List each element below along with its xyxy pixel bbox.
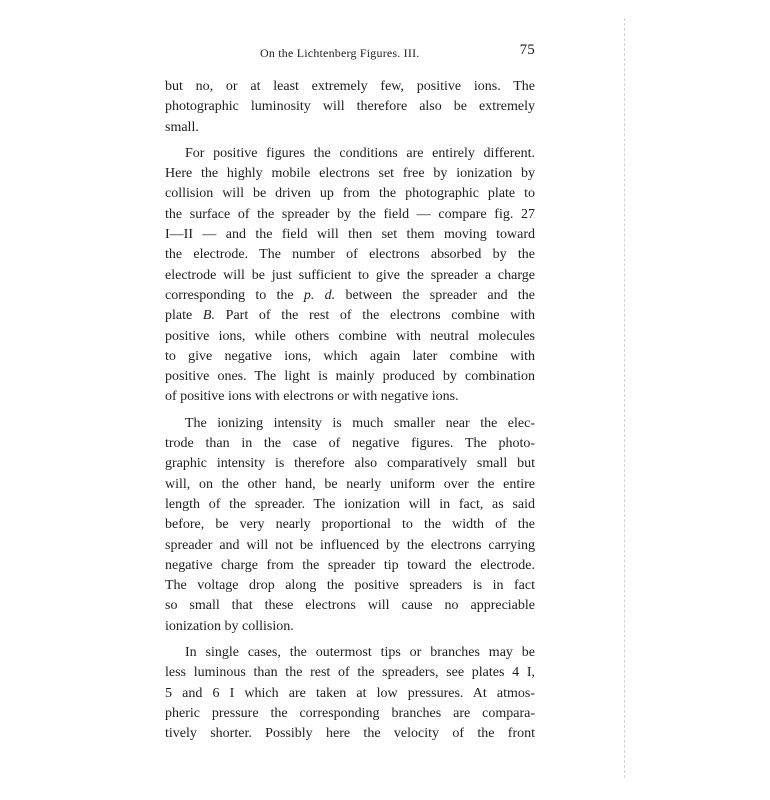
- text-line: photographic luminosity will therefore also be extremely: [165, 99, 535, 115]
- text-line: The voltage drop along the positive spreaders is in fact: [165, 578, 535, 594]
- text-span: between the spreader and the: [345, 287, 536, 303]
- text-line: negative charge from the spreader tip toward the electrode.: [165, 557, 535, 573]
- text-line: tively shorter. Possibly here the velocity of the front: [165, 726, 535, 742]
- text-line-with-italic: [165, 306, 535, 326]
- paragraph-3: [165, 414, 535, 637]
- italic-pd: p. d.: [303, 287, 336, 303]
- text-line: but no, or at least extremely few, positive ions. The: [165, 79, 535, 94]
- paragraph-2: [165, 144, 535, 408]
- text-span: Part of the rest of the electrons combine with: [225, 308, 536, 324]
- body-text: [165, 77, 535, 745]
- running-header: [165, 44, 535, 64]
- text-line: electrode will be just sufficient to give the spreader a charge: [165, 267, 535, 283]
- text-line: trode than in the case of negative figures. The photo-: [165, 436, 535, 452]
- text-line: spreader and will not be influenced by the electrons carrying: [165, 537, 535, 553]
- text-span: plate: [165, 308, 193, 324]
- text-line: of positive ions with electrons or with negative ions.: [165, 389, 459, 405]
- text-line: before, be very nearly proportional to the width of the: [165, 517, 535, 533]
- text-line: 5 and 6 I which are taken at low pressures. At atmos-: [165, 685, 535, 701]
- text-line: positive ones. The light is mainly produced by combination: [165, 369, 535, 385]
- text-line: For positive figures the conditions are entirely different.: [185, 145, 535, 161]
- text-line: Here the highly mobile electrons set free by ionization by: [165, 166, 535, 182]
- text-line: pheric pressure the corresponding branches are compara-: [165, 705, 535, 721]
- text-line: ionization by collision.: [165, 618, 294, 634]
- text-line: collision will be driven up from the photographic plate to: [165, 186, 535, 202]
- text-line: length of the spreader. The ionization will in fact, as said: [165, 496, 535, 512]
- text-span: corresponding to the: [165, 287, 294, 303]
- text-line-with-italic: [165, 286, 535, 306]
- text-line: In single cases, the outermost tips or branches may be: [185, 645, 535, 661]
- scan-edge-line: [624, 18, 625, 778]
- text-line: to give negative ions, which again later combine with: [165, 348, 535, 364]
- text-line: graphic intensity is therefore also comparatively small but: [165, 456, 535, 472]
- text-line: I—II — and the field will then set them moving toward: [165, 227, 535, 243]
- text-line: positive ions, while others combine with neutral molecules: [165, 328, 535, 344]
- paragraph-4: [165, 643, 535, 744]
- paragraph-1: [165, 77, 535, 138]
- page-number: 75: [519, 42, 535, 58]
- text-line: small.: [165, 119, 199, 135]
- italic-plate-label: B.: [202, 308, 215, 324]
- running-title: On the Lichtenberg Figures. III.: [260, 46, 420, 60]
- text-line: less luminous than the rest of the spreaders, see plates 4 I,: [165, 665, 535, 681]
- text-line: the electrode. The number of electrons absorbed by the: [165, 247, 535, 263]
- text-line: the surface of the spreader by the field — compare fig. 27: [165, 206, 535, 222]
- text-line: so small that these electrons will cause no appreciable: [165, 598, 535, 614]
- text-line: will, on the other hand, be nearly uniform over the entire: [165, 476, 535, 492]
- text-line: The ionizing intensity is much smaller near the elec-: [185, 415, 535, 431]
